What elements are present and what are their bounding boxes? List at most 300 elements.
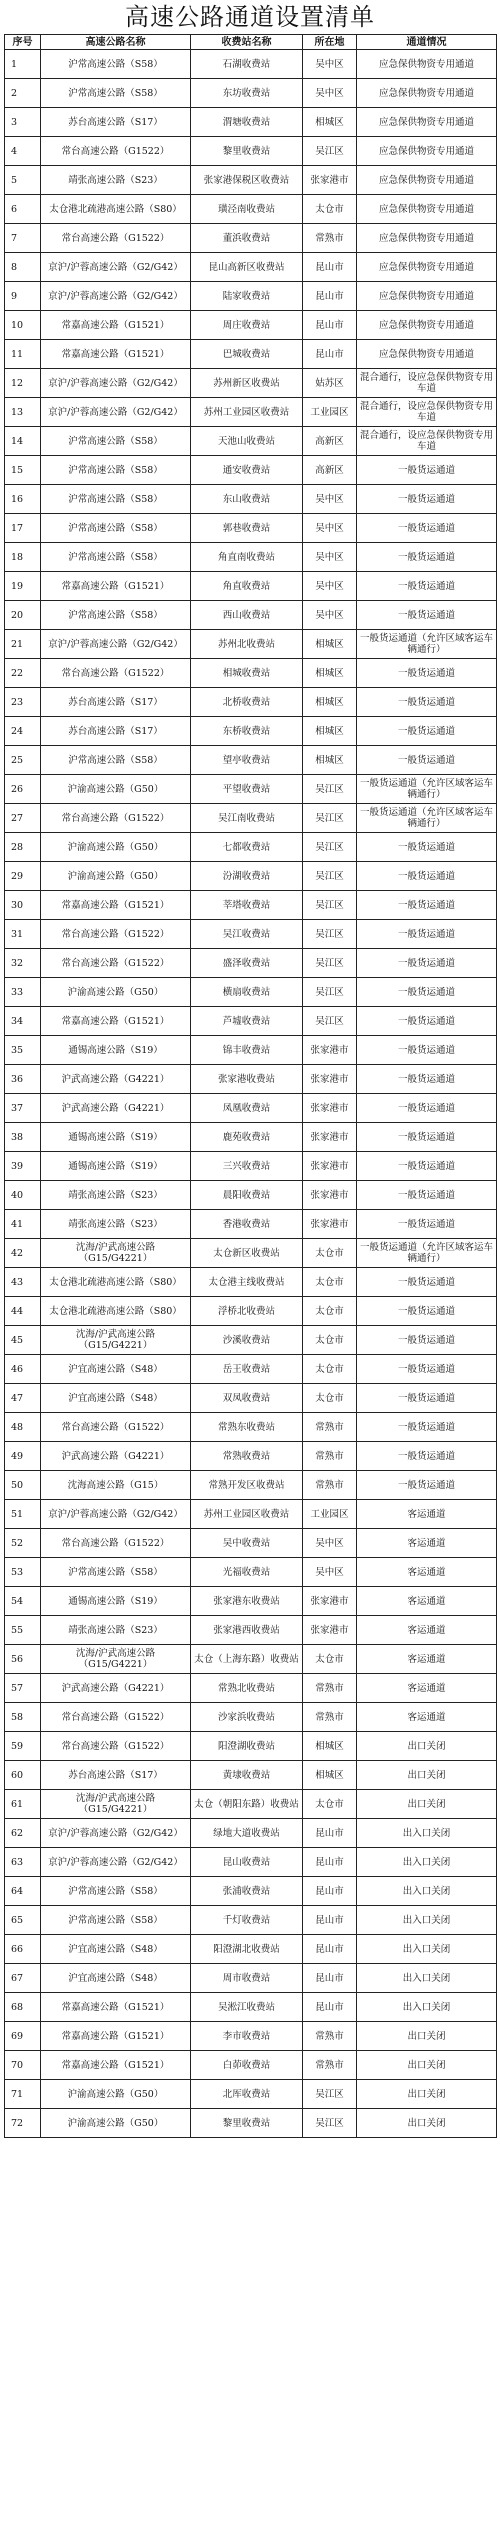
cell-toll-station: 角直南收费站	[191, 543, 303, 572]
cell-channel-status: 一般货运通道	[357, 978, 497, 1007]
table-row	[5, 775, 497, 804]
cell-toll-station: 阳澄湖北收费站	[191, 1935, 303, 1964]
cell-highway: 沪常高速公路（S58）	[41, 427, 191, 456]
table-row	[5, 1065, 497, 1094]
cell-location: 吴江区	[303, 949, 357, 978]
cell-location: 昆山市	[303, 253, 357, 282]
cell-highway: 靖张高速公路（S23）	[41, 1616, 191, 1645]
cell-seq: 18	[5, 543, 41, 572]
cell-seq: 63	[5, 1848, 41, 1877]
cell-toll-station: 汾湖收费站	[191, 862, 303, 891]
cell-channel-status: 一般货运通道	[357, 1007, 497, 1036]
cell-toll-station: 光福收费站	[191, 1558, 303, 1587]
cell-highway: 沪渝高速公路（G50）	[41, 833, 191, 862]
cell-toll-station: 东山收费站	[191, 485, 303, 514]
cell-channel-status: 一般货运通道	[357, 1036, 497, 1065]
cell-location: 吴江区	[303, 2109, 357, 2138]
cell-toll-station: 苏州新区收费站	[191, 369, 303, 398]
cell-location: 昆山市	[303, 340, 357, 369]
cell-channel-status: 一般货运通道	[357, 949, 497, 978]
table-row	[5, 1297, 497, 1326]
cell-location: 姑苏区	[303, 369, 357, 398]
cell-location: 昆山市	[303, 311, 357, 340]
cell-seq: 70	[5, 2051, 41, 2080]
cell-toll-station: 陆家收费站	[191, 282, 303, 311]
cell-location: 相城区	[303, 1732, 357, 1761]
cell-toll-station: 张家港保税区收费站	[191, 166, 303, 195]
cell-seq: 49	[5, 1442, 41, 1471]
cell-highway: 常嘉高速公路（G1521）	[41, 1993, 191, 2022]
table-row	[5, 1819, 497, 1848]
cell-highway: 沪渝高速公路（G50）	[41, 2109, 191, 2138]
cell-toll-station: 太仓新区收费站	[191, 1239, 303, 1268]
cell-channel-status: 一般货运通道	[357, 1181, 497, 1210]
cell-channel-status: 混合通行，设应急保供物资专用车道	[357, 398, 497, 427]
cell-highway: 靖张高速公路（S23）	[41, 166, 191, 195]
cell-channel-status: 一般货运通道	[357, 717, 497, 746]
cell-highway: 沈海/沪武高速公路（G15/G4221）	[41, 1790, 191, 1819]
cell-highway: 沪常高速公路（S58）	[41, 543, 191, 572]
cell-seq: 50	[5, 1471, 41, 1500]
cell-channel-status: 一般货运通道	[357, 1413, 497, 1442]
cell-seq: 67	[5, 1964, 41, 1993]
cell-highway: 常嘉高速公路（G1521）	[41, 891, 191, 920]
table-row	[5, 1500, 497, 1529]
cell-seq: 61	[5, 1790, 41, 1819]
cell-seq: 22	[5, 659, 41, 688]
cell-channel-status: 一般货运通道	[357, 1123, 497, 1152]
cell-highway: 沪常高速公路（S58）	[41, 1558, 191, 1587]
cell-seq: 26	[5, 775, 41, 804]
cell-toll-station: 太仓港主线收费站	[191, 1268, 303, 1297]
table-row	[5, 543, 497, 572]
cell-channel-status: 一般货运通道	[357, 920, 497, 949]
cell-channel-status: 客运通道	[357, 1558, 497, 1587]
cell-location: 吴中区	[303, 79, 357, 108]
cell-highway: 常嘉高速公路（G1521）	[41, 2051, 191, 2080]
cell-toll-station: 芦墟收费站	[191, 1007, 303, 1036]
cell-location: 吴中区	[303, 572, 357, 601]
table-row	[5, 659, 497, 688]
cell-highway: 京沪/沪蓉高速公路（G2/G42）	[41, 1500, 191, 1529]
table-row	[5, 949, 497, 978]
cell-highway: 苏台高速公路（S17）	[41, 688, 191, 717]
cell-toll-station: 渭塘收费站	[191, 108, 303, 137]
cell-highway: 沪常高速公路（S58）	[41, 485, 191, 514]
table-row	[5, 1848, 497, 1877]
cell-channel-status: 混合通行，设应急保供物资专用车道	[357, 427, 497, 456]
cell-seq: 57	[5, 1674, 41, 1703]
table-row	[5, 1877, 497, 1906]
cell-highway: 苏台高速公路（S17）	[41, 1761, 191, 1790]
cell-seq: 62	[5, 1819, 41, 1848]
cell-highway: 京沪/沪蓉高速公路（G2/G42）	[41, 630, 191, 659]
table-row	[5, 891, 497, 920]
cell-seq: 71	[5, 2080, 41, 2109]
table-row	[5, 2022, 497, 2051]
cell-channel-status: 一般货运通道	[357, 1326, 497, 1355]
cell-channel-status: 一般货运通道	[357, 1094, 497, 1123]
cell-seq: 41	[5, 1210, 41, 1239]
cell-location: 相城区	[303, 688, 357, 717]
cell-location: 张家港市	[303, 1123, 357, 1152]
cell-highway: 常嘉高速公路（G1521）	[41, 572, 191, 601]
table-row	[5, 224, 497, 253]
table-row	[5, 1239, 497, 1268]
cell-seq: 8	[5, 253, 41, 282]
table-row	[5, 398, 497, 427]
cell-highway: 通锡高速公路（S19）	[41, 1036, 191, 1065]
table-row	[5, 2051, 497, 2080]
cell-channel-status: 应急保供物资专用通道	[357, 224, 497, 253]
table-row	[5, 1993, 497, 2022]
cell-location: 昆山市	[303, 1819, 357, 1848]
cell-toll-station: 黄埭收费站	[191, 1761, 303, 1790]
cell-location: 张家港市	[303, 1210, 357, 1239]
cell-toll-station: 相城收费站	[191, 659, 303, 688]
cell-location: 常熟市	[303, 1471, 357, 1500]
cell-toll-station: 北厍收费站	[191, 2080, 303, 2109]
cell-location: 吴江区	[303, 2080, 357, 2109]
cell-seq: 6	[5, 195, 41, 224]
table-row	[5, 50, 497, 79]
cell-channel-status: 客运通道	[357, 1500, 497, 1529]
cell-channel-status: 出入口关闭	[357, 1935, 497, 1964]
cell-seq: 12	[5, 369, 41, 398]
cell-channel-status: 应急保供物资专用通道	[357, 137, 497, 166]
cell-channel-status: 出入口关闭	[357, 1819, 497, 1848]
header-row	[5, 35, 497, 50]
cell-highway: 沪渝高速公路（G50）	[41, 2080, 191, 2109]
cell-location: 相城区	[303, 746, 357, 775]
cell-location: 昆山市	[303, 1877, 357, 1906]
table-row	[5, 137, 497, 166]
cell-channel-status: 一般货运通道	[357, 833, 497, 862]
table-row	[5, 1181, 497, 1210]
cell-toll-station: 郭巷收费站	[191, 514, 303, 543]
cell-seq: 65	[5, 1906, 41, 1935]
table-row	[5, 1558, 497, 1587]
cell-location: 太仓市	[303, 1355, 357, 1384]
cell-highway: 常嘉高速公路（G1521）	[41, 311, 191, 340]
cell-channel-status: 一般货运通道	[357, 1297, 497, 1326]
cell-location: 张家港市	[303, 1065, 357, 1094]
cell-channel-status: 一般货运通道	[357, 1210, 497, 1239]
cell-channel-status: 应急保供物资专用通道	[357, 253, 497, 282]
cell-channel-status: 混合通行，设应急保供物资专用车道	[357, 369, 497, 398]
cell-toll-station: 晨阳收费站	[191, 1181, 303, 1210]
cell-toll-station: 黎里收费站	[191, 2109, 303, 2138]
table-row	[5, 1413, 497, 1442]
cell-highway: 沪武高速公路（G4221）	[41, 1065, 191, 1094]
cell-toll-station: 东坊收费站	[191, 79, 303, 108]
cell-seq: 39	[5, 1152, 41, 1181]
cell-highway: 沪武高速公路（G4221）	[41, 1442, 191, 1471]
cell-highway: 沪渝高速公路（G50）	[41, 775, 191, 804]
cell-location: 昆山市	[303, 1993, 357, 2022]
cell-seq: 58	[5, 1703, 41, 1732]
table-row	[5, 1935, 497, 1964]
cell-seq: 30	[5, 891, 41, 920]
cell-channel-status: 一般货运通道	[357, 601, 497, 630]
cell-seq: 56	[5, 1645, 41, 1674]
cell-seq: 48	[5, 1413, 41, 1442]
table-row	[5, 920, 497, 949]
header-highway: 高速公路名称	[41, 35, 191, 50]
cell-highway: 京沪/沪蓉高速公路（G2/G42）	[41, 282, 191, 311]
cell-channel-status: 一般货运通道	[357, 456, 497, 485]
cell-highway: 通锡高速公路（S19）	[41, 1123, 191, 1152]
cell-seq: 11	[5, 340, 41, 369]
cell-location: 张家港市	[303, 1587, 357, 1616]
table-row	[5, 1790, 497, 1819]
cell-seq: 20	[5, 601, 41, 630]
cell-seq: 19	[5, 572, 41, 601]
cell-toll-station: 苏州北收费站	[191, 630, 303, 659]
cell-location: 张家港市	[303, 1616, 357, 1645]
cell-location: 吴中区	[303, 1529, 357, 1558]
cell-channel-status: 客运通道	[357, 1703, 497, 1732]
channel-table	[4, 34, 497, 2138]
cell-seq: 17	[5, 514, 41, 543]
table-row	[5, 1616, 497, 1645]
cell-seq: 35	[5, 1036, 41, 1065]
table-body	[5, 50, 497, 2138]
cell-toll-station: 巴城收费站	[191, 340, 303, 369]
cell-seq: 3	[5, 108, 41, 137]
cell-channel-status: 应急保供物资专用通道	[357, 282, 497, 311]
cell-seq: 46	[5, 1355, 41, 1384]
cell-highway: 常台高速公路（G1522）	[41, 1703, 191, 1732]
table-row	[5, 1529, 497, 1558]
cell-channel-status: 一般货运通道	[357, 1471, 497, 1500]
cell-channel-status: 一般货运通道	[357, 543, 497, 572]
cell-channel-status: 应急保供物资专用通道	[357, 311, 497, 340]
table-row	[5, 1964, 497, 1993]
cell-location: 吴江区	[303, 920, 357, 949]
cell-toll-station: 白茆收费站	[191, 2051, 303, 2080]
document-title: 高速公路通道设置清单	[125, 3, 375, 31]
cell-location: 吴中区	[303, 543, 357, 572]
cell-highway: 京沪/沪蓉高速公路（G2/G42）	[41, 398, 191, 427]
cell-location: 太仓市	[303, 195, 357, 224]
table-row	[5, 746, 497, 775]
table-row	[5, 282, 497, 311]
cell-location: 昆山市	[303, 282, 357, 311]
cell-location: 太仓市	[303, 1297, 357, 1326]
cell-highway: 常台高速公路（G1522）	[41, 137, 191, 166]
cell-toll-station: 张家港西收费站	[191, 1616, 303, 1645]
cell-seq: 4	[5, 137, 41, 166]
cell-channel-status: 一般货运通道	[357, 1065, 497, 1094]
table-header	[5, 35, 497, 50]
cell-toll-station: 周市收费站	[191, 1964, 303, 1993]
table-row	[5, 1326, 497, 1355]
cell-highway: 沪宜高速公路（S48）	[41, 1355, 191, 1384]
cell-location: 常熟市	[303, 224, 357, 253]
cell-location: 吴江区	[303, 137, 357, 166]
cell-channel-status: 一般货运通道（允许区域客运车辆通行）	[357, 1239, 497, 1268]
cell-channel-status: 应急保供物资专用通道	[357, 108, 497, 137]
table-row	[5, 978, 497, 1007]
cell-toll-station: 吴江南收费站	[191, 804, 303, 833]
cell-toll-station: 沙溪收费站	[191, 1326, 303, 1355]
cell-highway: 沪渝高速公路（G50）	[41, 978, 191, 1007]
cell-channel-status: 出口关闭	[357, 2109, 497, 2138]
cell-highway: 沈海/沪武高速公路（G15/G4221）	[41, 1239, 191, 1268]
header-toll-station: 收费站名称	[191, 35, 303, 50]
cell-channel-status: 一般货运通道	[357, 688, 497, 717]
table-row	[5, 2080, 497, 2109]
cell-channel-status: 出口关闭	[357, 2051, 497, 2080]
cell-toll-station: 浮桥北收费站	[191, 1297, 303, 1326]
table-row	[5, 311, 497, 340]
cell-toll-station: 绿地大道收费站	[191, 1819, 303, 1848]
cell-seq: 72	[5, 2109, 41, 2138]
cell-highway: 沪武高速公路（G4221）	[41, 1094, 191, 1123]
cell-channel-status: 一般货运通道	[357, 572, 497, 601]
cell-location: 工业园区	[303, 398, 357, 427]
cell-toll-station: 周庄收费站	[191, 311, 303, 340]
table-row	[5, 1268, 497, 1297]
table-row	[5, 1645, 497, 1674]
table-row	[5, 1355, 497, 1384]
cell-highway: 沪渝高速公路（G50）	[41, 862, 191, 891]
cell-seq: 60	[5, 1761, 41, 1790]
cell-seq: 27	[5, 804, 41, 833]
cell-highway: 沪常高速公路（S58）	[41, 1877, 191, 1906]
cell-toll-station: 三兴收费站	[191, 1152, 303, 1181]
table-row	[5, 1906, 497, 1935]
cell-channel-status: 客运通道	[357, 1616, 497, 1645]
cell-highway: 太仓港北疏港高速公路（S80）	[41, 1268, 191, 1297]
cell-toll-station: 平望收费站	[191, 775, 303, 804]
cell-location: 吴中区	[303, 50, 357, 79]
table-row	[5, 1674, 497, 1703]
cell-location: 常熟市	[303, 1674, 357, 1703]
cell-highway: 苏台高速公路（S17）	[41, 108, 191, 137]
cell-seq: 16	[5, 485, 41, 514]
cell-channel-status: 出入口关闭	[357, 1993, 497, 2022]
cell-toll-station: 张家港东收费站	[191, 1587, 303, 1616]
cell-seq: 5	[5, 166, 41, 195]
cell-location: 吴中区	[303, 601, 357, 630]
cell-seq: 59	[5, 1732, 41, 1761]
cell-channel-status: 一般货运通道	[357, 891, 497, 920]
cell-toll-station: 通安收费站	[191, 456, 303, 485]
cell-seq: 25	[5, 746, 41, 775]
cell-toll-station: 太仓（朝阳东路）收费站	[191, 1790, 303, 1819]
cell-seq: 47	[5, 1384, 41, 1413]
cell-channel-status: 一般货运通道（允许区域客运车辆通行）	[357, 804, 497, 833]
cell-seq: 43	[5, 1268, 41, 1297]
table-row	[5, 1587, 497, 1616]
cell-channel-status: 应急保供物资专用通道	[357, 340, 497, 369]
cell-channel-status: 出口关闭	[357, 1761, 497, 1790]
cell-toll-station: 常熟收费站	[191, 1442, 303, 1471]
table-row	[5, 1732, 497, 1761]
cell-highway: 太仓港北疏港高速公路（S80）	[41, 1297, 191, 1326]
cell-location: 常熟市	[303, 1703, 357, 1732]
cell-toll-station: 张家港收费站	[191, 1065, 303, 1094]
cell-channel-status: 客运通道	[357, 1645, 497, 1674]
cell-toll-station: 吴淞江收费站	[191, 1993, 303, 2022]
cell-seq: 37	[5, 1094, 41, 1123]
cell-location: 张家港市	[303, 1152, 357, 1181]
cell-channel-status: 出口关闭	[357, 1732, 497, 1761]
cell-location: 高新区	[303, 427, 357, 456]
table-row	[5, 514, 497, 543]
cell-toll-station: 盛泽收费站	[191, 949, 303, 978]
cell-location: 太仓市	[303, 1326, 357, 1355]
table-row	[5, 456, 497, 485]
cell-channel-status: 应急保供物资专用通道	[357, 166, 497, 195]
cell-toll-station: 望亭收费站	[191, 746, 303, 775]
cell-toll-station: 东桥收费站	[191, 717, 303, 746]
cell-highway: 沪常高速公路（S58）	[41, 456, 191, 485]
cell-seq: 40	[5, 1181, 41, 1210]
cell-seq: 34	[5, 1007, 41, 1036]
cell-toll-station: 角直收费站	[191, 572, 303, 601]
cell-toll-station: 常熟北收费站	[191, 1674, 303, 1703]
cell-seq: 52	[5, 1529, 41, 1558]
cell-location: 相城区	[303, 717, 357, 746]
cell-location: 吴江区	[303, 891, 357, 920]
header-location: 所在地	[303, 35, 357, 50]
table-row	[5, 804, 497, 833]
cell-channel-status: 一般货运通道	[357, 659, 497, 688]
cell-location: 昆山市	[303, 1906, 357, 1935]
cell-toll-station: 璜泾南收费站	[191, 195, 303, 224]
cell-location: 张家港市	[303, 1181, 357, 1210]
cell-seq: 2	[5, 79, 41, 108]
cell-toll-station: 李市收费站	[191, 2022, 303, 2051]
cell-location: 太仓市	[303, 1645, 357, 1674]
cell-toll-station: 七都收费站	[191, 833, 303, 862]
cell-toll-station: 董浜收费站	[191, 224, 303, 253]
cell-location: 昆山市	[303, 1848, 357, 1877]
table-row	[5, 833, 497, 862]
cell-channel-status: 一般货运通道	[357, 1152, 497, 1181]
table-row	[5, 572, 497, 601]
cell-seq: 10	[5, 311, 41, 340]
table-row	[5, 166, 497, 195]
cell-location: 吴江区	[303, 775, 357, 804]
cell-location: 吴江区	[303, 804, 357, 833]
cell-seq: 36	[5, 1065, 41, 1094]
table-row	[5, 862, 497, 891]
cell-location: 太仓市	[303, 1268, 357, 1297]
cell-seq: 31	[5, 920, 41, 949]
cell-location: 相城区	[303, 630, 357, 659]
cell-channel-status: 出入口关闭	[357, 1877, 497, 1906]
cell-toll-station: 太仓（上海东路）收费站	[191, 1645, 303, 1674]
cell-seq: 69	[5, 2022, 41, 2051]
table-row	[5, 485, 497, 514]
cell-highway: 京沪/沪蓉高速公路（G2/G42）	[41, 1819, 191, 1848]
cell-channel-status: 一般货运通道	[357, 1384, 497, 1413]
cell-highway: 常嘉高速公路（G1521）	[41, 2022, 191, 2051]
table-row	[5, 1152, 497, 1181]
cell-toll-station: 横扇收费站	[191, 978, 303, 1007]
table-row	[5, 1471, 497, 1500]
cell-location: 高新区	[303, 456, 357, 485]
cell-location: 吴江区	[303, 862, 357, 891]
table-row	[5, 108, 497, 137]
cell-toll-station: 凤凰收费站	[191, 1094, 303, 1123]
cell-channel-status: 一般货运通道	[357, 862, 497, 891]
cell-toll-station: 常熟东收费站	[191, 1413, 303, 1442]
